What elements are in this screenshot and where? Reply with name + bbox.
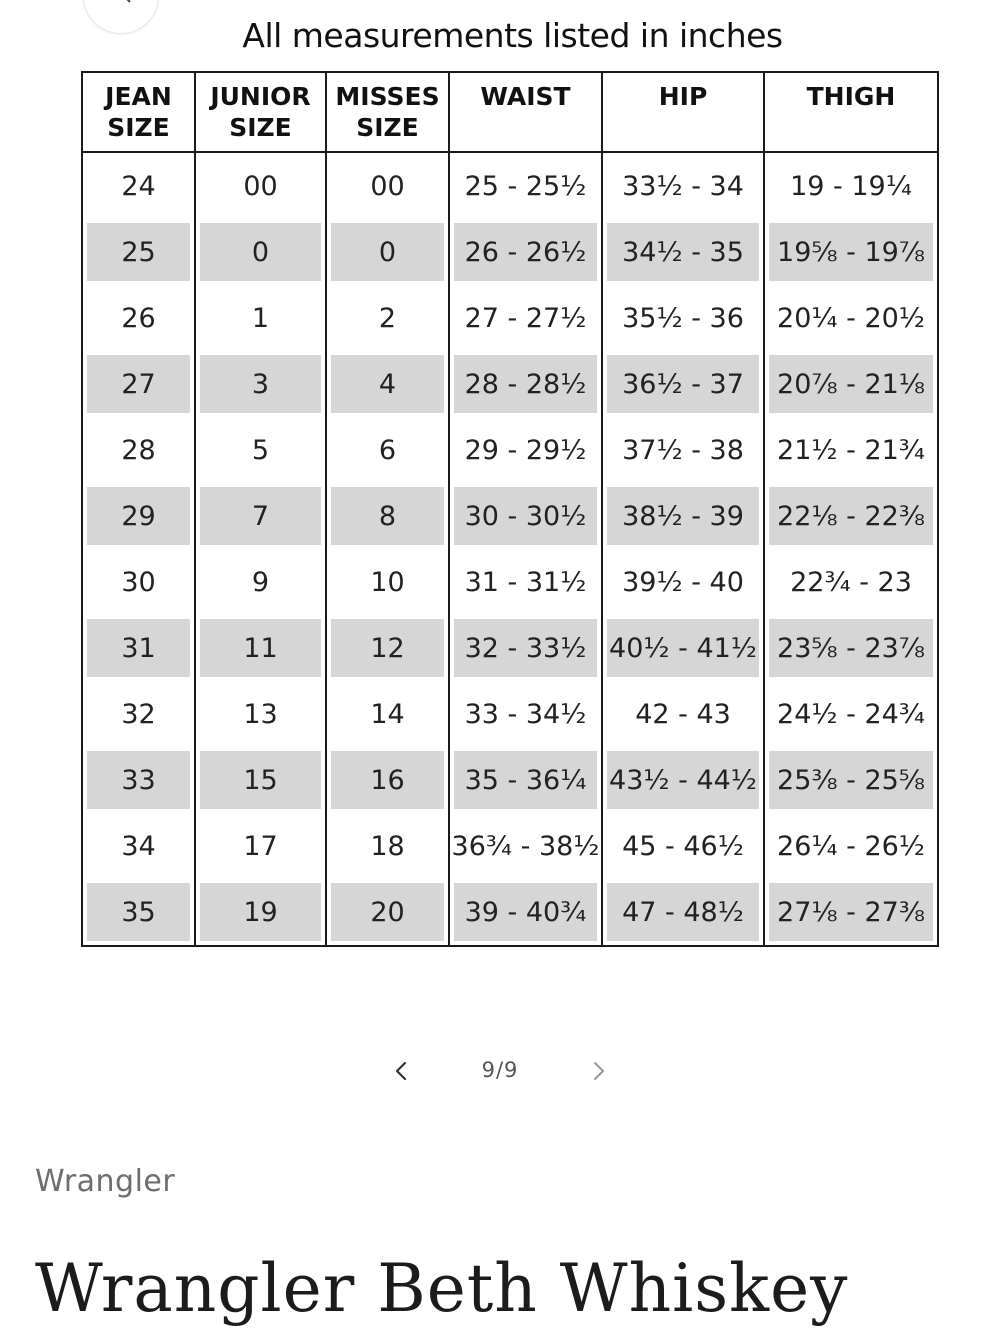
table-row xyxy=(83,351,937,417)
table-cell: 0 xyxy=(327,219,450,285)
table-row xyxy=(83,285,937,351)
chevron-left-icon xyxy=(384,1054,418,1088)
table-cell: 39½ - 40 xyxy=(603,549,765,615)
table-cell: 31 xyxy=(83,615,196,681)
table-row xyxy=(83,615,937,681)
table-cell: 20¼ - 20½ xyxy=(765,285,937,351)
column-header xyxy=(327,73,450,153)
table-cell: 19⅝ - 19⅞ xyxy=(765,219,937,285)
table-cell: 43½ - 44½ xyxy=(603,747,765,813)
table-cell: 27⅛ - 27⅜ xyxy=(765,879,937,945)
column-header-line: SIZE xyxy=(356,113,419,142)
table-cell: 27 - 27½ xyxy=(450,285,603,351)
table-cell: 33 xyxy=(83,747,196,813)
table-cell: 6 xyxy=(327,417,450,483)
table-cell: 13 xyxy=(196,681,327,747)
table-body xyxy=(83,153,937,945)
table-row xyxy=(83,681,937,747)
table-cell: 20 xyxy=(327,879,450,945)
column-header-line: HIP xyxy=(658,82,708,111)
table-cell: 36¾ - 38½ xyxy=(450,813,603,879)
table-cell: 20⅞ - 21⅛ xyxy=(765,351,937,417)
table-cell: 19 - 19¼ xyxy=(765,153,937,219)
table-cell: 10 xyxy=(327,549,450,615)
table-cell: 27 xyxy=(83,351,196,417)
table-cell: 42 - 43 xyxy=(603,681,765,747)
gallery-pager xyxy=(380,1048,620,1092)
table-cell: 24½ - 24¾ xyxy=(765,681,937,747)
table-cell: 34½ - 35 xyxy=(603,219,765,285)
table-cell: 00 xyxy=(327,153,450,219)
table-cell: 3 xyxy=(196,351,327,417)
table-cell: 24 xyxy=(83,153,196,219)
table-cell: 1 xyxy=(196,285,327,351)
table-cell: 4 xyxy=(327,351,450,417)
table-cell: 16 xyxy=(327,747,450,813)
column-header-line: MISSES xyxy=(335,82,440,111)
column-header xyxy=(196,73,327,153)
table-header-row xyxy=(83,73,937,153)
table-cell: 38½ - 39 xyxy=(603,483,765,549)
table-cell: 32 - 33½ xyxy=(450,615,603,681)
table-row xyxy=(83,747,937,813)
next-slide-button[interactable] xyxy=(582,1054,616,1088)
column-header-line: SIZE xyxy=(107,113,170,142)
table-row xyxy=(83,219,937,285)
column-header xyxy=(765,73,937,153)
table-cell: 0 xyxy=(196,219,327,285)
product-title: Wrangler Beth Whiskey xyxy=(35,1250,849,1327)
table-cell: 19 xyxy=(196,879,327,945)
column-header-line: JEAN xyxy=(105,82,172,111)
table-cell: 30 - 30½ xyxy=(450,483,603,549)
table-cell: 31 - 31½ xyxy=(450,549,603,615)
table-cell: 23⅝ - 23⅞ xyxy=(765,615,937,681)
chevron-right-icon xyxy=(582,1054,616,1088)
column-header xyxy=(450,73,603,153)
table-cell: 33 - 34½ xyxy=(450,681,603,747)
column-header xyxy=(83,73,196,153)
table-cell: 40½ - 41½ xyxy=(603,615,765,681)
table-cell: 00 xyxy=(196,153,327,219)
size-chart-title: All measurements listed in inches xyxy=(242,16,783,55)
table-cell: 21½ - 21¾ xyxy=(765,417,937,483)
table-row xyxy=(83,879,937,945)
column-header-line: WAIST xyxy=(480,82,571,111)
table-cell: 25 xyxy=(83,219,196,285)
table-cell: 29 xyxy=(83,483,196,549)
table-cell: 5 xyxy=(196,417,327,483)
table-cell: 9 xyxy=(196,549,327,615)
table-cell: 2 xyxy=(327,285,450,351)
column-header xyxy=(603,73,765,153)
table-cell: 22¾ - 23 xyxy=(765,549,937,615)
column-header-line: SIZE xyxy=(229,113,292,142)
table-cell: 7 xyxy=(196,483,327,549)
table-cell: 39 - 40¾ xyxy=(450,879,603,945)
table-row xyxy=(83,483,937,549)
magnifier-icon xyxy=(109,0,133,5)
table-cell: 35½ - 36 xyxy=(603,285,765,351)
table-cell: 28 xyxy=(83,417,196,483)
table-row xyxy=(83,549,937,615)
table-cell: 28 - 28½ xyxy=(450,351,603,417)
table-cell: 25 - 25½ xyxy=(450,153,603,219)
product-vendor: Wrangler xyxy=(35,1164,176,1199)
table-cell: 30 xyxy=(83,549,196,615)
table-cell: 32 xyxy=(83,681,196,747)
table-row xyxy=(83,417,937,483)
table-cell: 25⅜ - 25⅝ xyxy=(765,747,937,813)
table-row xyxy=(83,813,937,879)
size-chart-table xyxy=(81,71,939,947)
table-cell: 18 xyxy=(327,813,450,879)
table-cell: 37½ - 38 xyxy=(603,417,765,483)
table-cell: 47 - 48½ xyxy=(603,879,765,945)
table-cell: 15 xyxy=(196,747,327,813)
table-cell: 26 xyxy=(83,285,196,351)
table-cell: 17 xyxy=(196,813,327,879)
table-cell: 29 - 29½ xyxy=(450,417,603,483)
table-cell: 12 xyxy=(327,615,450,681)
table-cell: 45 - 46½ xyxy=(603,813,765,879)
table-row xyxy=(83,153,937,219)
table-cell: 35 xyxy=(83,879,196,945)
table-cell: 11 xyxy=(196,615,327,681)
table-cell: 26 - 26½ xyxy=(450,219,603,285)
slide-counter: 9/9 xyxy=(481,1058,519,1082)
table-cell: 34 xyxy=(83,813,196,879)
table-cell: 35 - 36¼ xyxy=(450,747,603,813)
table-cell: 36½ - 37 xyxy=(603,351,765,417)
table-cell: 26¼ - 26½ xyxy=(765,813,937,879)
column-header-line: JUNIOR xyxy=(210,82,311,111)
table-cell: 33½ - 34 xyxy=(603,153,765,219)
table-cell: 14 xyxy=(327,681,450,747)
column-header-line: THIGH xyxy=(806,82,896,111)
table-cell: 8 xyxy=(327,483,450,549)
table-cell: 22⅛ - 22⅜ xyxy=(765,483,937,549)
previous-slide-button[interactable] xyxy=(384,1054,418,1088)
